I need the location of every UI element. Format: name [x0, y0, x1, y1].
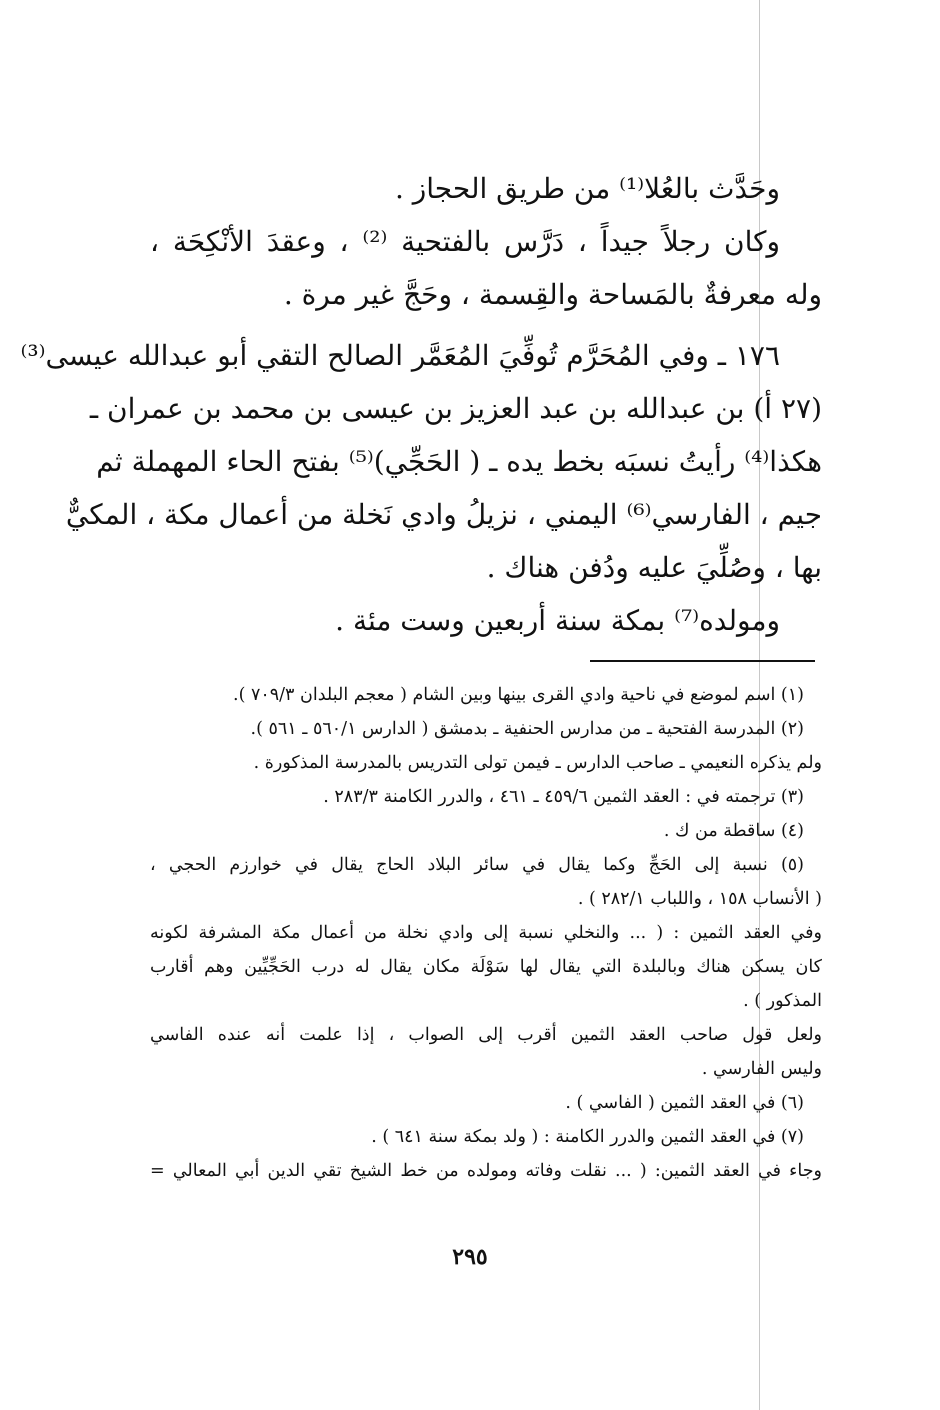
- footnote-separator: [590, 660, 815, 662]
- footnote-line: (١) اسم لموضع في ناحية وادي القرى بينها وبين الشام ( معجم البلدان ٧٠٩/٣ ).: [233, 685, 804, 705]
- footnote-line: (٧) في العقد الثمين والدرر الكامنة : ( ولد بمكة سنة ٦٤١ ) .: [371, 1127, 804, 1147]
- footnotes: [150, 678, 822, 1188]
- main-line: هكذا⁽⁴⁾ رأيتُ نسبَه بخط يده ـ ( الحَجِّي)⁽⁵⁾ بفتح الحاء المهملة ثم: [96, 445, 822, 478]
- main-line: وله معرفةٌ بالمَساحة والقِسمة ، وحَجَّ غير مرة .: [283, 278, 822, 311]
- page-number: ٢٩٥: [452, 1244, 488, 1270]
- footnote-line: وجاء في العقد الثمين: ( ... نقلت وفاته ومولده من خط الشيخ تقي الدين أبي المعالي =: [150, 1161, 822, 1181]
- main-line: وحَدَّث بالعُلا⁽¹⁾ من طريق الحجاز .: [394, 172, 780, 205]
- footnote-line: (٣) ترجمته في : العقد الثمين ٤٥٩/٦ ـ ٤٦١ ، والدرر الكامنة ٢٨٣/٣ .: [323, 787, 804, 807]
- footnote-line: ولعل قول صاحب العقد الثمين أقرب إلى الصواب ، إذا علمت أنه عنده الفاسي: [150, 1025, 822, 1045]
- footnote-line: (٥) نسبة إلى الحَجِّ وكما يقال في سائر البلاد الحاج يقال في خوارزم الحجي ،: [150, 855, 804, 875]
- footnote-line: ولم يذكره النعيمي ـ صاحب الدارس ـ فيمن تولى التدريس بالمدرسة المذكورة .: [253, 753, 822, 773]
- footnote-line: وليس الفارسي .: [701, 1059, 822, 1079]
- main-line: (٢٧ أ) بن عبدالله بن عبد العزيز بن عيسى بن محمد بن عمران ـ: [89, 392, 822, 425]
- main-line: ١٧٦ ـ وفي المُحَرَّم تُوفِّيَ المُعَمَّر الصالح التقي أبو عبدالله عيسى⁽³⁾: [20, 339, 780, 372]
- main-line: وكان رجلاً جيداً ، دَرَّس بالفتحية ⁽²⁾ ، وعقدَ الأنْكِحَة ،: [150, 225, 780, 258]
- main-text: [20, 150, 822, 647]
- main-line: ومولده⁽⁷⁾ بمكة سنة أربعين وست مئة .: [335, 604, 780, 637]
- main-line: جيم ، الفارسي⁽⁶⁾ اليمني ، نزيلُ وادي نَخلة من أعمال مكة ، المكيٌّ: [65, 498, 822, 531]
- main-line: بها ، وصُلِّيَ عليه ودُفن هناك .: [486, 551, 822, 584]
- footnote-line: كان يسكن هناك وبالبلدة التي يقال لها سَوْلَة مكان يقال له درب الحَجِّيِّين وهم أقارب: [150, 957, 822, 977]
- footnote-line: ( الأنساب ١٥٨ ، واللباب ٢٨٢/١ ) .: [577, 889, 822, 909]
- footnote-line: وفي العقد الثمين : ( ... والنخلي نسبة إلى وادي نخلة من أعمال مكة المشرفة لكونه: [150, 923, 822, 943]
- footnote-line: (٢) المدرسة الفتحية ـ من مدارس الحنفية ـ بدمشق ( الدارس ٥٦٠/١ ـ ٥٦١ ).: [250, 719, 804, 739]
- footnote-line: (٤) ساقطة من ك .: [663, 821, 804, 841]
- footnote-line: المذكور ) .: [743, 991, 822, 1011]
- footnote-line: (٦) في العقد الثمين ( الفاسي ) .: [565, 1093, 804, 1113]
